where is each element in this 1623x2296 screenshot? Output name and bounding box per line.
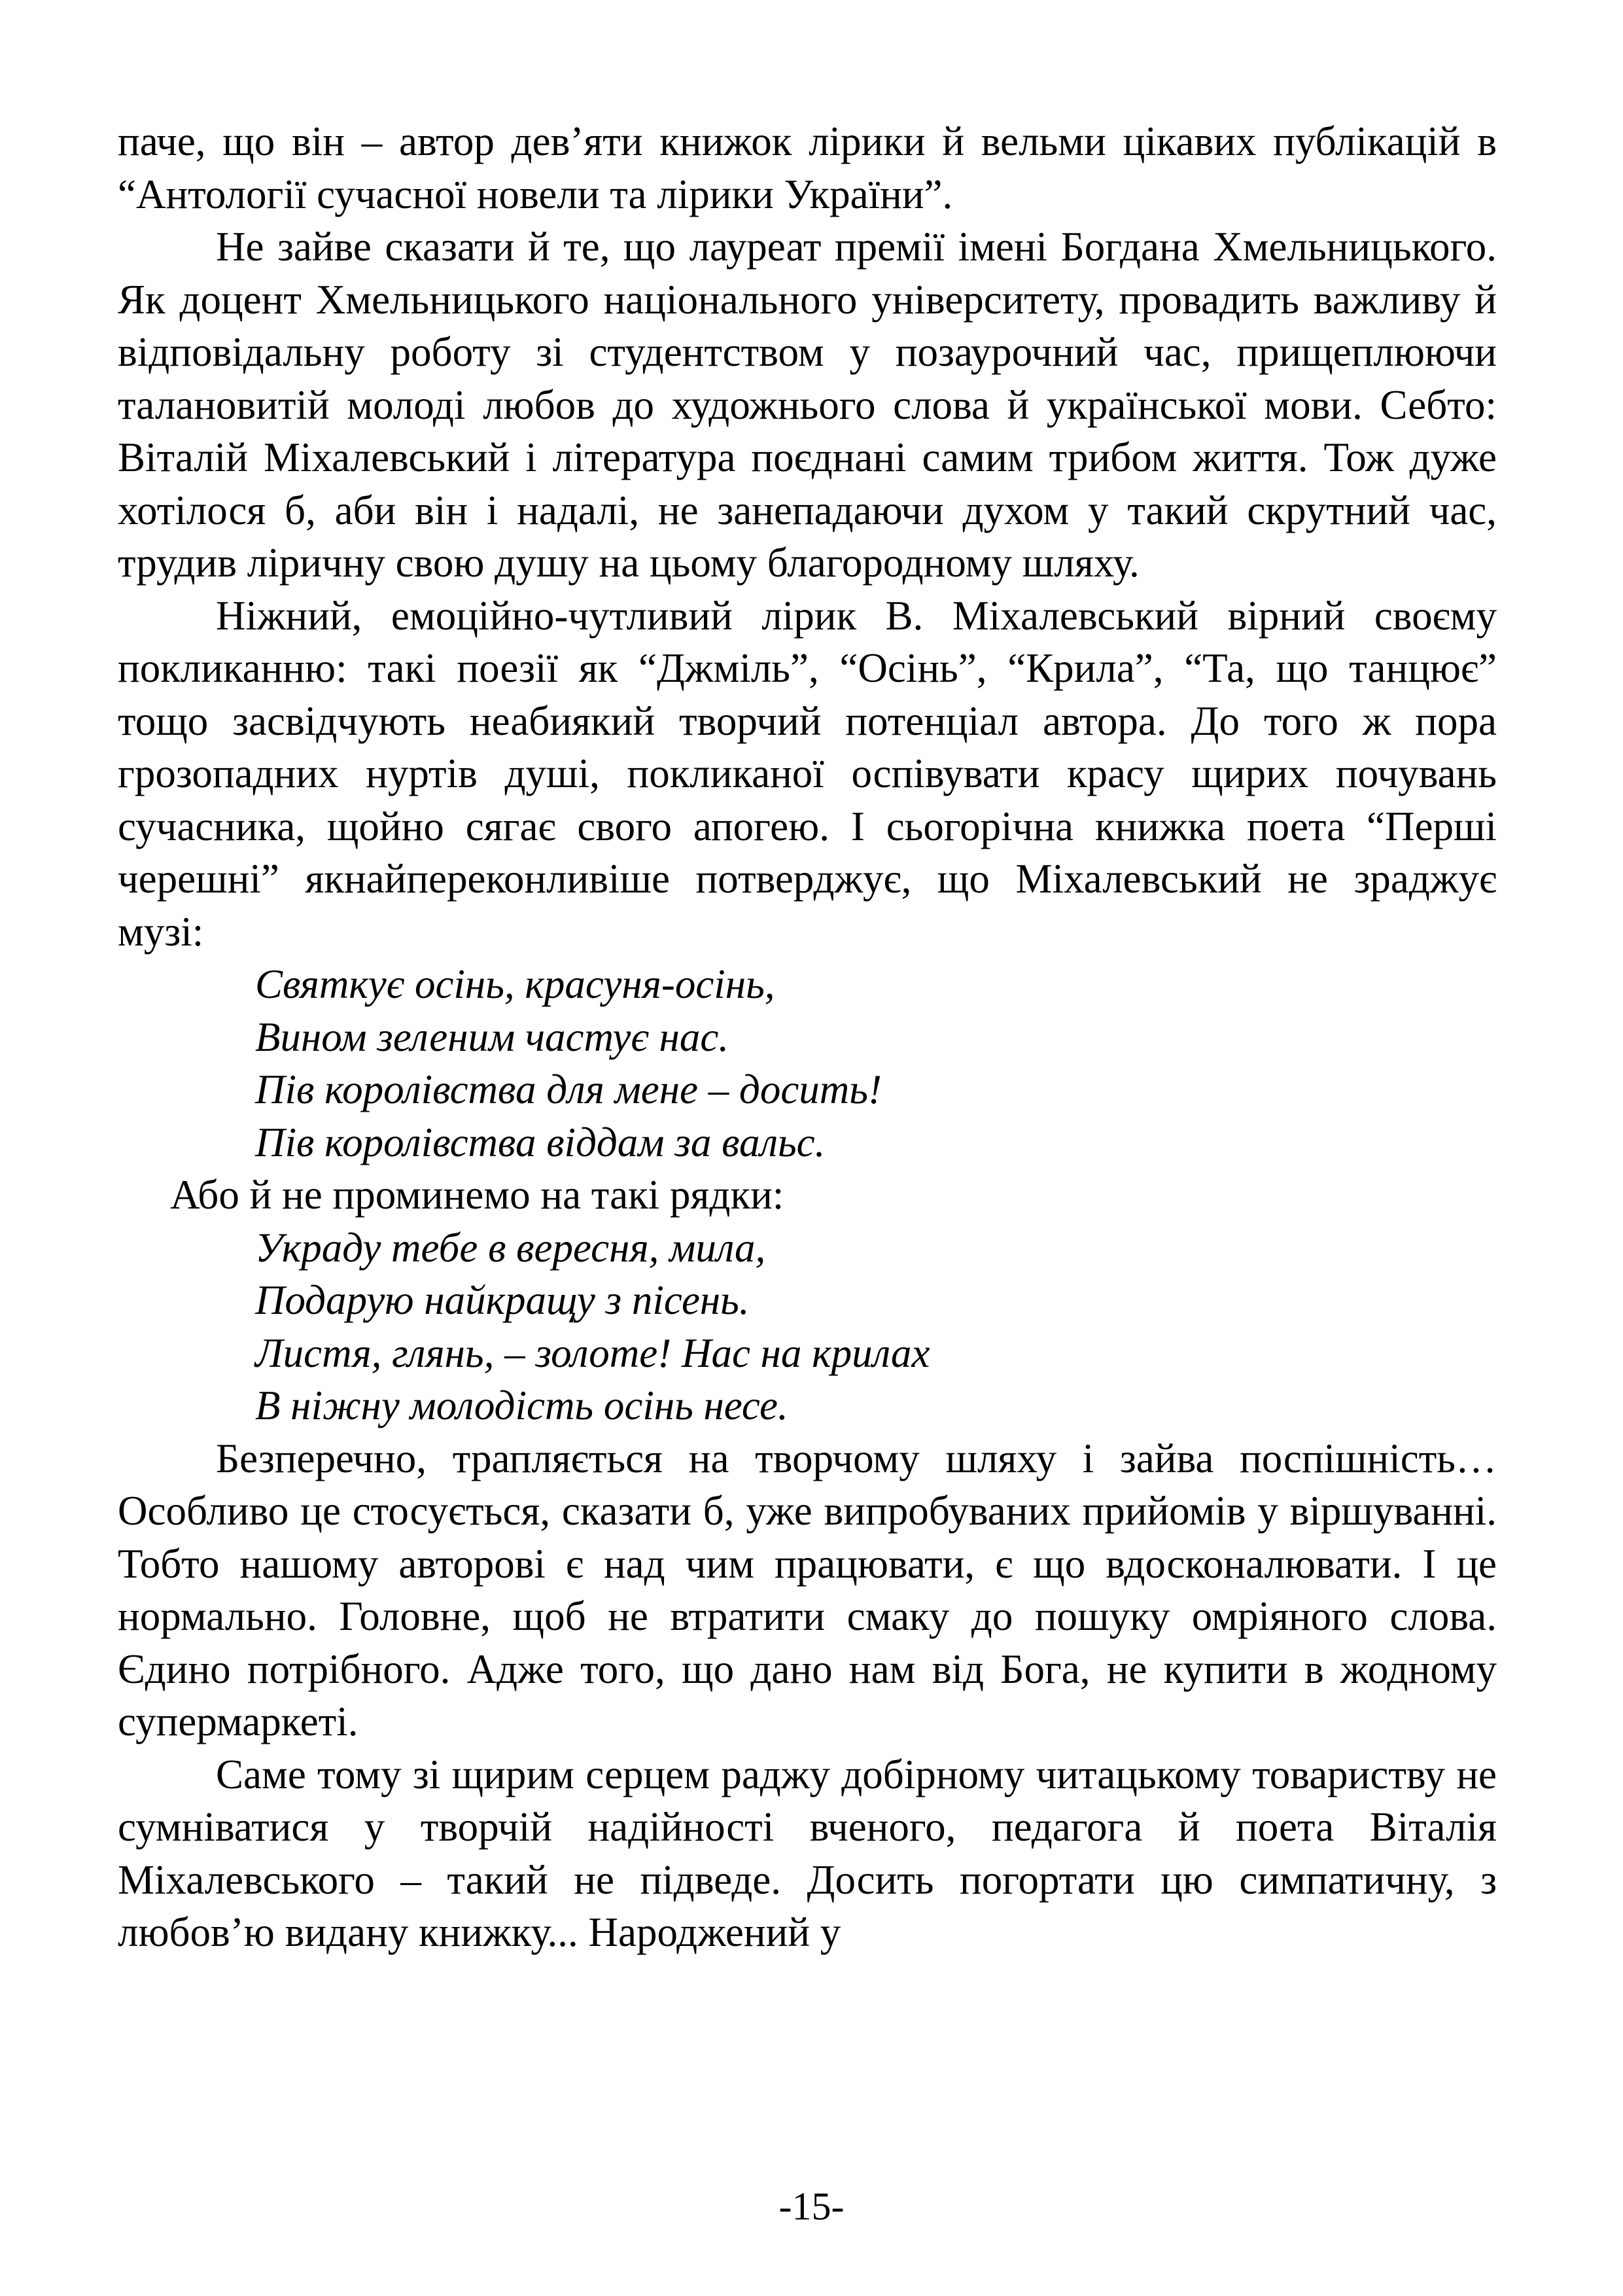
poem-line: В ніжну молодість осінь несе.	[255, 1383, 788, 1428]
poem-line: Украду тебе в вересня, мила,	[255, 1224, 766, 1271]
document-page	[118, 115, 1497, 1959]
paragraph-recommendation: Саме тому зі щирим серцем раджу добірному читацькому товариству не сумніватися у творчій надійності вченого, педагога й поета Віталія Міхалевського – такий не підведе. Досить погортати цю симпатичну, з любов’ю видану книжку... Народжений у	[118, 1751, 1497, 1955]
poem-line: Листя, глянь, – золоте! Нас на крилах	[255, 1330, 930, 1376]
poem-line: Святкує осінь, красуня-осінь,	[255, 961, 775, 1007]
poem-line: Подарую найкращу з пісень.	[255, 1277, 750, 1323]
paragraph-continued: паче, що він – автор дев’яти книжок лірики й вельми цікавих публікацій в “Антології сучасної новели та лірики України”.	[118, 118, 1497, 217]
paragraph-critique: Безперечно, трапляється на творчому шляху і зайва поспішність… Особливо це стосується, сказати б, уже випробуваних прийомів у віршуванні. Тобто нашому авторові є над чим працювати, є що вдосконалювати. І це нормально. Головне, щоб не втратити смаку до пошуку омріяного слова. Єдино потрібного. Адже того, що дано нам від Бога, не купити в жодному супермаркеті.	[118, 1435, 1497, 1744]
paragraph-intro-lines: Або й не проминемо на такі рядки:	[170, 1172, 784, 1218]
poem-line: Пів королівства для мене – досить!	[255, 1067, 882, 1112]
poem-quote-september	[118, 1222, 1497, 1432]
poem-line: Вином зеленим частує нас.	[255, 1014, 729, 1060]
page-number: -15-	[778, 2185, 845, 2228]
poem-line: Пів королівства віддам за вальс.	[255, 1119, 826, 1165]
paragraph-laureate: Не зайве сказати й те, що лауреат премії імені Богдана Хмельницького. Як доцент Хмельницького національного університету, провадить важливу й відповідальну роботу зі студентством у позаурочний час, прищеплюючи талановитій молоді любов до художнього слова й української мови. Себто: Віталій Міхалевський і література поєднані самим трибом життя. Тож дуже хотілося б, аби він і надалі, не занепадаючи духом у такий скрутний час, трудив ліричну свою душу на цьому благородному шляху.	[118, 224, 1497, 586]
paragraph-lyric-poet: Ніжний, емоційно-чутливий лірик В. Міхалевський вірний своєму покликанню: такі поезії як “Джміль”, “Осінь”, “Крила”, “Та, що танцює” тощо засвідчують неабиякий творчий потенціал автора. До того ж пора грозопадних нуртів душі, покликаної оспівувати красу щирих почувань сучасника, щойно сягає свого апогею. І сьогорічна книжка поета “Перші черешні” якнайпереконливіше потверджує, що Міхалевський не зраджує музі:	[118, 592, 1497, 955]
poem-quote-autumn	[118, 958, 1497, 1169]
